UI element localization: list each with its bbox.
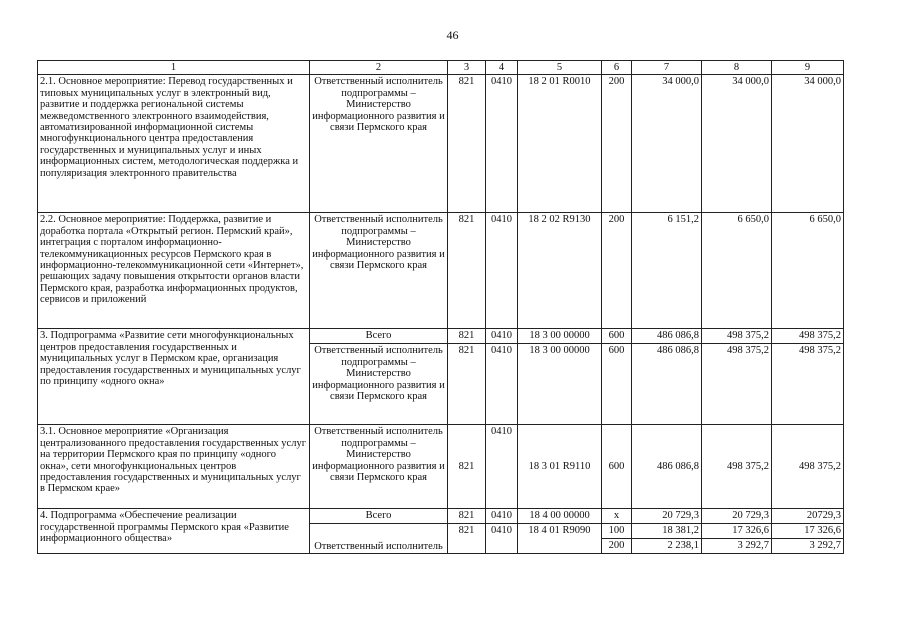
year3-value: 17 326,6: [772, 524, 844, 539]
header-cell: 1: [38, 61, 310, 75]
header-cell: 8: [702, 61, 772, 75]
csr-cell: 18 4 00 00000: [518, 509, 602, 524]
grbs-cell: 821: [448, 75, 486, 213]
year2-value: 6 650,0: [702, 213, 772, 329]
rz-cell: 0410: [486, 509, 518, 524]
vr-cell: 600: [602, 329, 632, 344]
vr-cell: 200: [602, 213, 632, 329]
csr-cell: 18 2 01 R0010: [518, 75, 602, 213]
table-row: [38, 213, 844, 329]
year1-value: 486 086,8: [632, 344, 702, 425]
header-cell: 6: [602, 61, 632, 75]
activity-name: 3. Подпрограмма «Развитие сети многофункциональных центров предоставления государственных и муниципальных услуг в Пермском крае, организация предоставления государственных и муниципальных услуг по принципу «одного окна»: [38, 329, 310, 425]
vr-cell: 100: [602, 524, 632, 539]
year1-value: 2 238,1: [632, 539, 702, 554]
year3-value: 34 000,0: [772, 75, 844, 213]
activity-name: 3.1. Основное мероприятие «Организация централизованного предоставления государственных услуг на территории Пермского края по принципу «одного окна», сети многофункциональных центров предоставления государственных и муниципальных услуг в Пермском крае»: [38, 425, 310, 509]
header-cell: 9: [772, 61, 844, 75]
year2-value: 17 326,6: [702, 524, 772, 539]
executor-cell: Ответственный исполнитель подпрограммы – Министерство информационного развития и связи Пермского края: [310, 344, 448, 425]
grbs-cell: 821: [448, 344, 486, 425]
grbs-cell: 821: [448, 425, 486, 509]
executor-cell: Ответственный исполнитель подпрограммы – Министерство информационного развития и связи Пермского края: [310, 425, 448, 509]
vr-cell: 600: [602, 425, 632, 509]
activity-name: 2.1. Основное мероприятие: Перевод государственных и типовых муниципальных услуг в электронный вид, развитие и поддержка региональной системы межведомственного электронного взаимодействия, автоматизированной информационной системы многофункционального центра предоставления государственных и муниципальных услуг и иных информационных систем, методологическая поддержка и популяризация электронного правительства: [38, 75, 310, 213]
executor-cell: Всего: [310, 329, 448, 344]
rz-cell: 0410: [486, 329, 518, 344]
rz-cell: 0410: [486, 425, 518, 509]
vr-cell: x: [602, 509, 632, 524]
vr-cell: 200: [602, 539, 632, 554]
header-cell: 2: [310, 61, 448, 75]
vr-cell: 200: [602, 75, 632, 213]
year2-value: 34 000,0: [702, 75, 772, 213]
rz-cell: 0410: [486, 344, 518, 425]
year3-value: 498 375,2: [772, 329, 844, 344]
executor-cell: Ответственный исполнитель подпрограммы – Министерство информационного развития и связи Пермского края: [310, 213, 448, 329]
activity-name: 4. Подпрограмма «Обеспечение реализации государственной программы Пермского края «Развитие информационного общества»: [38, 509, 310, 554]
grbs-cell: 821: [448, 329, 486, 344]
csr-cell: 18 3 00 00000: [518, 344, 602, 425]
grbs-cell: 821: [448, 213, 486, 329]
year1-value: 34 000,0: [632, 75, 702, 213]
header-cell: 3: [448, 61, 486, 75]
year3-value: 20729,3: [772, 509, 844, 524]
csr-cell: 18 2 02 R9130: [518, 213, 602, 329]
table-row: [38, 75, 844, 213]
year2-value: 498 375,2: [702, 329, 772, 344]
header-cell: 7: [632, 61, 702, 75]
rz-cell: 0410: [486, 75, 518, 213]
year1-value: 486 086,8: [632, 425, 702, 509]
grbs-cell: 821: [448, 509, 486, 524]
vr-cell: 600: [602, 344, 632, 425]
executor-cell: Ответственный исполнитель подпрограммы – Министерство информационного развития и связи Пермского края: [310, 75, 448, 213]
year1-value: 486 086,8: [632, 329, 702, 344]
rz-cell: 0410: [486, 213, 518, 329]
table-row: [38, 329, 844, 344]
year1-value: 6 151,2: [632, 213, 702, 329]
header-cell: 5: [518, 61, 602, 75]
year3-value: 498 375,2: [772, 344, 844, 425]
header-cell: 4: [486, 61, 518, 75]
year3-value: 498 375,2: [772, 425, 844, 509]
activity-name: 2.2. Основное мероприятие: Поддержка, развитие и доработка портала «Открытый регион. Пермский край», интеграция с порталом информационно-телекоммуникационных ресурсов Пермского края в информационно-телекоммуникационной сети «Интернет», решающих задачу повышения открытости органов власти Пермского края, разработка информационных продуктов, сервисов и приложений: [38, 213, 310, 329]
executor-cell: Всего: [310, 509, 448, 524]
table-row: [38, 509, 844, 524]
csr-cell: 18 3 00 00000: [518, 329, 602, 344]
year3-value: 6 650,0: [772, 213, 844, 329]
csr-cell: 18 4 01 R9090: [518, 524, 602, 554]
rz-cell: 0410: [486, 524, 518, 554]
year2-value: 498 375,2: [702, 425, 772, 509]
budget-table: [37, 60, 844, 554]
header-row: [38, 61, 844, 75]
year2-value: 20 729,3: [702, 509, 772, 524]
year3-value: 3 292,7: [772, 539, 844, 554]
year1-value: 20 729,3: [632, 509, 702, 524]
year2-value: 498 375,2: [702, 344, 772, 425]
executor-cell: Ответственный исполнитель: [310, 524, 448, 554]
table-row: [38, 425, 844, 509]
page-number: 46: [446, 28, 459, 42]
year1-value: 18 381,2: [632, 524, 702, 539]
csr-cell: 18 3 01 R9110: [518, 425, 602, 509]
year2-value: 3 292,7: [702, 539, 772, 554]
grbs-cell: 821: [448, 524, 486, 554]
